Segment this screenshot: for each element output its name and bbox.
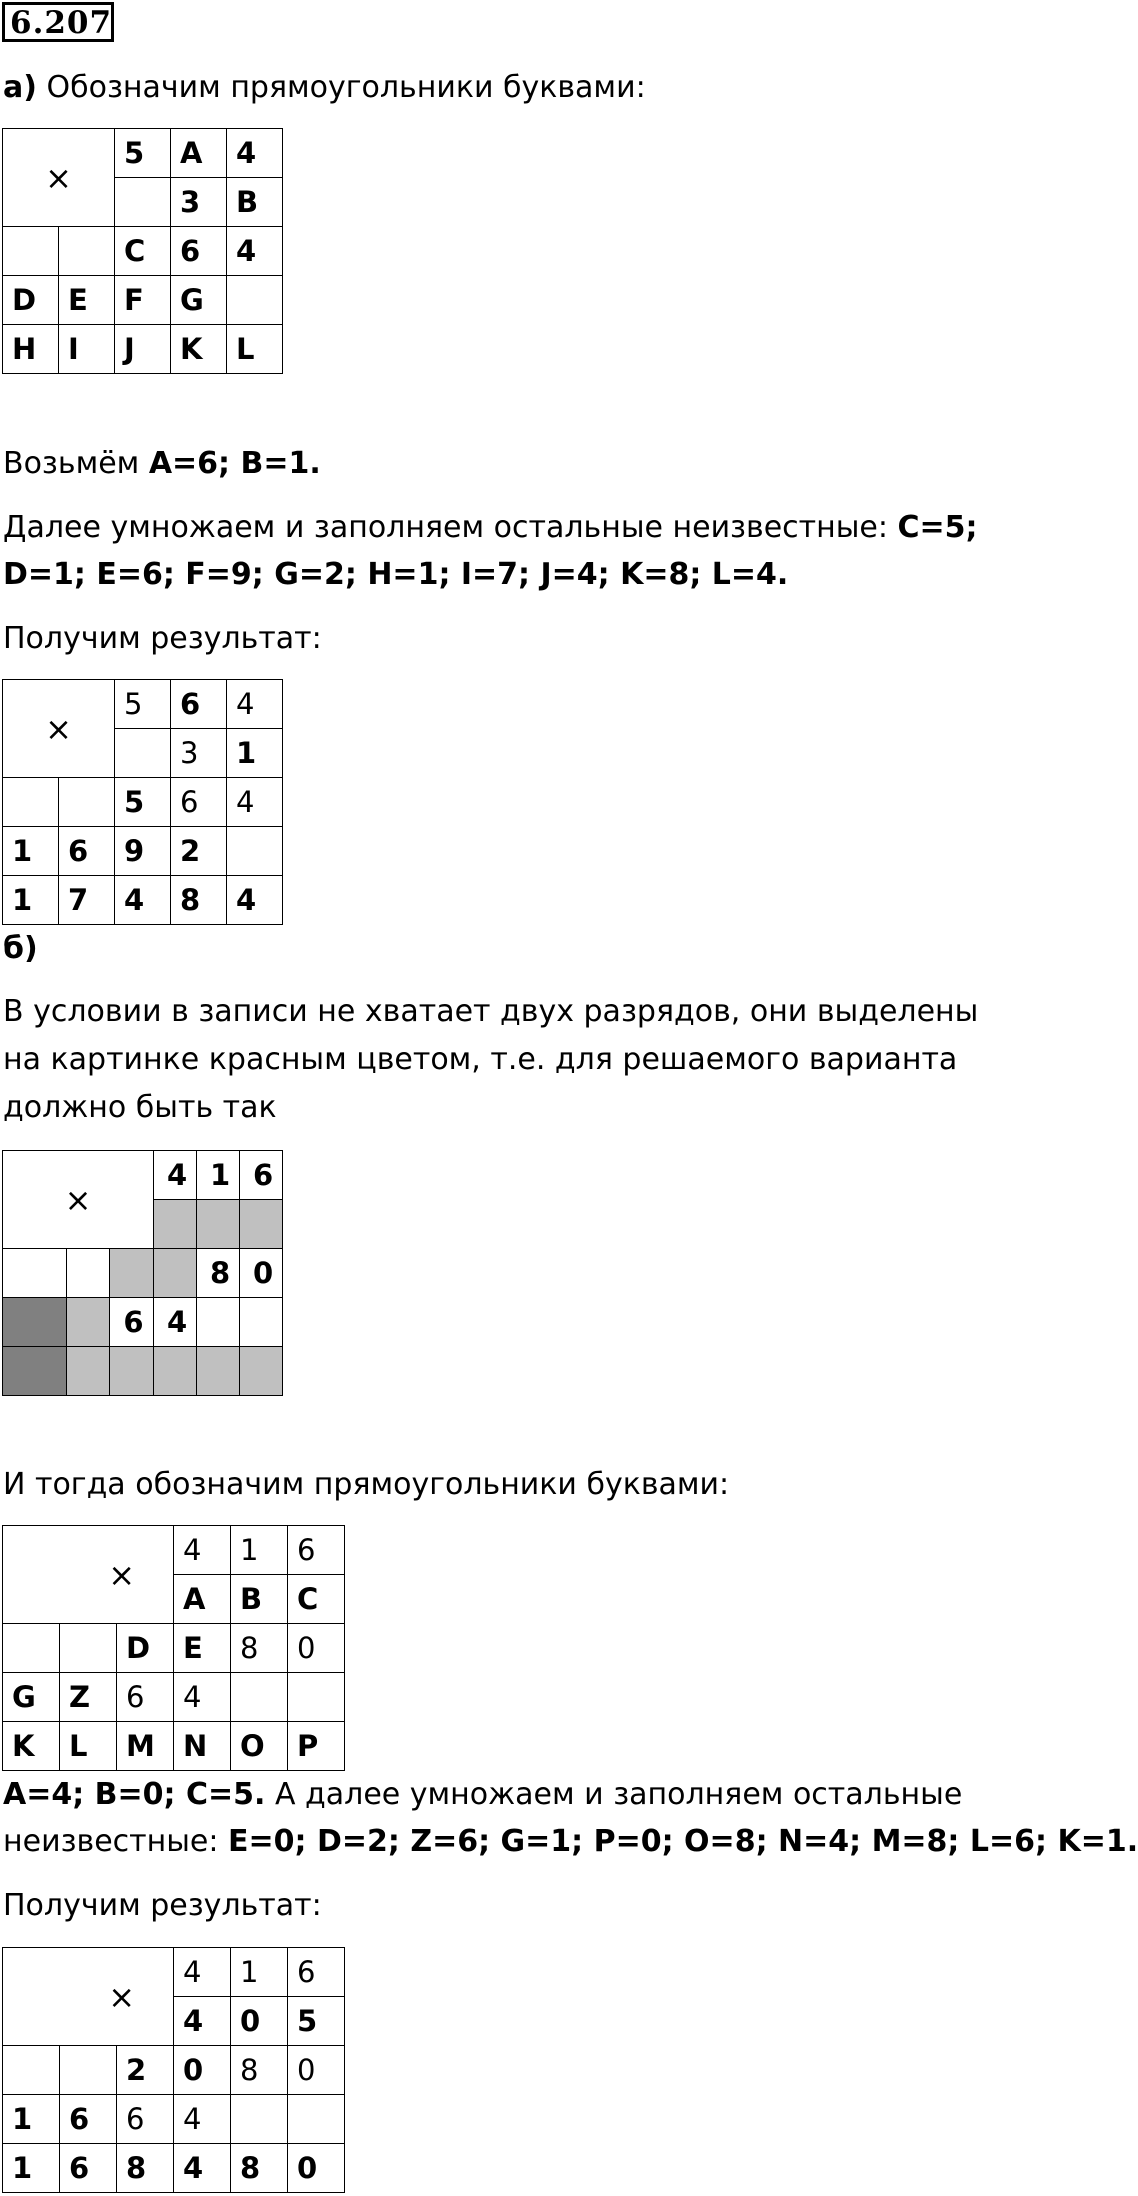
- part-a-result-label: Получим результат:: [3, 621, 322, 656]
- table-cell: A: [174, 1575, 231, 1624]
- table-cell: B: [231, 1575, 288, 1624]
- table-cell: 4: [227, 778, 283, 827]
- multiply-sign: ×: [3, 680, 115, 778]
- table-cell: 6: [171, 227, 227, 276]
- table-cell: [59, 227, 115, 276]
- part-a-heading: [3, 64, 646, 111]
- multiply-sign: ×: [3, 1526, 174, 1624]
- table-cell: 0: [288, 2046, 345, 2095]
- table-cell: 6: [117, 1673, 174, 1722]
- table-cell: F: [115, 276, 171, 325]
- table-cell: 1: [227, 729, 283, 778]
- condition-line-3: должно быть так: [3, 1090, 277, 1125]
- table-cell: 6: [117, 2095, 174, 2144]
- table-cell: A: [171, 129, 227, 178]
- solve-line-1: [3, 1771, 962, 1818]
- table-cell: [60, 1624, 117, 1673]
- table-cell: [3, 778, 59, 827]
- solve-line2-prefix: неизвестные:: [3, 1824, 229, 1859]
- table-cell: 8: [197, 1249, 240, 1298]
- table-cell: Z: [60, 1673, 117, 1722]
- table-cell: 8: [231, 2046, 288, 2095]
- table-cell: 6: [59, 827, 115, 876]
- table-cell: 8: [117, 2144, 174, 2193]
- table-cell: D: [3, 276, 59, 325]
- part-b-result-label: Получим результат:: [3, 1888, 322, 1923]
- shaded-cell: [197, 1200, 240, 1249]
- table-cell: 1: [231, 1948, 288, 1997]
- table-cell: 5: [115, 778, 171, 827]
- table-cell: 6: [240, 1151, 283, 1200]
- table-cell: [288, 1673, 345, 1722]
- table-cell: J: [115, 325, 171, 374]
- shaded-cell: [240, 1347, 283, 1396]
- table-cell: 3: [171, 729, 227, 778]
- table-cell: 0: [174, 2046, 231, 2095]
- table-cell: [3, 2046, 60, 2095]
- table-cell: 8: [231, 2144, 288, 2193]
- table-cell: 2: [171, 827, 227, 876]
- solve-line2-values: E=0; D=2; Z=6; G=1; P=0; O=8; N=4; M=8; L=6; K=1.: [228, 1824, 1138, 1859]
- table-cell: 1: [3, 2095, 60, 2144]
- table-cell: 6: [288, 1526, 345, 1575]
- multiply-sign: ×: [3, 1151, 154, 1249]
- table-cell: K: [3, 1722, 60, 1771]
- table-cell: E: [59, 276, 115, 325]
- part-a-letters-table: [2, 128, 283, 374]
- table-cell: 4: [227, 680, 283, 729]
- table-cell: 6: [288, 1948, 345, 1997]
- table-cell: 0: [240, 1249, 283, 1298]
- table-cell: C: [288, 1575, 345, 1624]
- table-cell: H: [3, 325, 59, 374]
- table-cell: 4: [115, 876, 171, 925]
- solve-values: A=4; B=0; C=5.: [3, 1777, 266, 1812]
- table-cell: [231, 1673, 288, 1722]
- shaded-cell: [154, 1200, 197, 1249]
- table-cell: [3, 1249, 67, 1298]
- table-cell: 2: [117, 2046, 174, 2095]
- table-cell: 4: [174, 2095, 231, 2144]
- table-cell: 4: [174, 1526, 231, 1575]
- shaded-cell: [197, 1347, 240, 1396]
- table-cell: 5: [115, 129, 171, 178]
- shaded-cell: [110, 1249, 154, 1298]
- part-b-label: б): [3, 931, 38, 966]
- shaded-cell: [66, 1347, 110, 1396]
- table-cell: [115, 729, 171, 778]
- table-cell: 5: [115, 680, 171, 729]
- table-cell: [3, 1624, 60, 1673]
- table-cell: B: [227, 178, 283, 227]
- table-cell: 3: [171, 178, 227, 227]
- table-cell: 7: [59, 876, 115, 925]
- table-cell: O: [231, 1722, 288, 1771]
- dark-shaded-cell: [3, 1298, 67, 1347]
- shaded-cell: [240, 1200, 283, 1249]
- table-cell: E: [174, 1624, 231, 1673]
- table-cell: 1: [3, 2144, 60, 2193]
- fill-line-1: [3, 504, 978, 551]
- dark-shaded-cell: [3, 1347, 67, 1396]
- part-a-intro: Обозначим прямоугольники буквами:: [36, 70, 646, 105]
- table-cell: [59, 778, 115, 827]
- table-cell: L: [60, 1722, 117, 1771]
- part-b-letters-intro: И тогда обозначим прямоугольники буквами:: [3, 1467, 730, 1502]
- shaded-cell: [154, 1347, 197, 1396]
- table-cell: 5: [288, 1997, 345, 2046]
- fill-values-2: D=1; E=6; F=9; G=2; H=1; I=7; J=4; K=8; L=4.: [3, 557, 789, 592]
- table-cell: 6: [171, 680, 227, 729]
- table-cell: 4: [154, 1151, 197, 1200]
- table-cell: M: [117, 1722, 174, 1771]
- solve-text: А далее умножаем и заполняем остальные: [265, 1777, 963, 1812]
- table-cell: 4: [174, 1948, 231, 1997]
- table-cell: [197, 1298, 240, 1347]
- table-cell: [240, 1298, 283, 1347]
- table-cell: K: [171, 325, 227, 374]
- table-cell: 1: [231, 1526, 288, 1575]
- table-cell: N: [174, 1722, 231, 1771]
- table-cell: 4: [174, 2144, 231, 2193]
- multiply-sign: ×: [3, 1948, 174, 2046]
- table-cell: 4: [174, 1673, 231, 1722]
- table-cell: G: [3, 1673, 60, 1722]
- table-cell: G: [171, 276, 227, 325]
- table-cell: [227, 276, 283, 325]
- table-cell: 6: [60, 2095, 117, 2144]
- table-cell: [288, 2095, 345, 2144]
- table-cell: [3, 227, 59, 276]
- fill-text: Далее умножаем и заполняем остальные неизвестные:: [3, 510, 898, 545]
- part-a-label: а): [3, 70, 37, 105]
- table-cell: P: [288, 1722, 345, 1771]
- part-a-result-table: [2, 679, 283, 925]
- table-cell: [115, 178, 171, 227]
- solve-line-2: [3, 1818, 1138, 1865]
- table-cell: I: [59, 325, 115, 374]
- table-cell: 6: [171, 778, 227, 827]
- condition-line-2: на картинке красным цветом, т.е. для решаемого варианта: [3, 1042, 958, 1077]
- shaded-cell: [110, 1347, 154, 1396]
- shaded-cell: [154, 1249, 197, 1298]
- table-cell: D: [117, 1624, 174, 1673]
- table-cell: L: [227, 325, 283, 374]
- table-cell: 8: [171, 876, 227, 925]
- table-cell: 4: [154, 1298, 197, 1347]
- take-values: A=6; B=1.: [148, 446, 321, 481]
- table-cell: 4: [227, 876, 283, 925]
- table-cell: 4: [227, 227, 283, 276]
- table-cell: 0: [288, 2144, 345, 2193]
- table-cell: 1: [3, 827, 59, 876]
- table-cell: [60, 2046, 117, 2095]
- condition-line-1: В условии в записи не хватает двух разрядов, они выделены: [3, 994, 979, 1029]
- table-cell: 8: [231, 1624, 288, 1673]
- table-cell: 6: [60, 2144, 117, 2193]
- table-cell: 4: [227, 129, 283, 178]
- table-cell: 1: [197, 1151, 240, 1200]
- problem-number: 6.207: [2, 2, 114, 42]
- table-cell: 9: [115, 827, 171, 876]
- part-b-result-table: [2, 1947, 345, 2193]
- table-cell: 4: [174, 1997, 231, 2046]
- take-prefix: Возьмём: [3, 446, 149, 481]
- part-b-shaded-table: [2, 1150, 283, 1396]
- shaded-cell: [66, 1298, 110, 1347]
- table-cell: [66, 1249, 110, 1298]
- table-cell: 0: [288, 1624, 345, 1673]
- fill-values-1: C=5;: [897, 510, 978, 545]
- table-cell: 0: [231, 1997, 288, 2046]
- table-cell: C: [115, 227, 171, 276]
- table-cell: 6: [110, 1298, 154, 1347]
- table-cell: 1: [3, 876, 59, 925]
- table-cell: [227, 827, 283, 876]
- part-b-letters-table: [2, 1525, 345, 1771]
- take-values-line: [3, 440, 321, 487]
- multiply-sign: ×: [3, 129, 115, 227]
- table-cell: [231, 2095, 288, 2144]
